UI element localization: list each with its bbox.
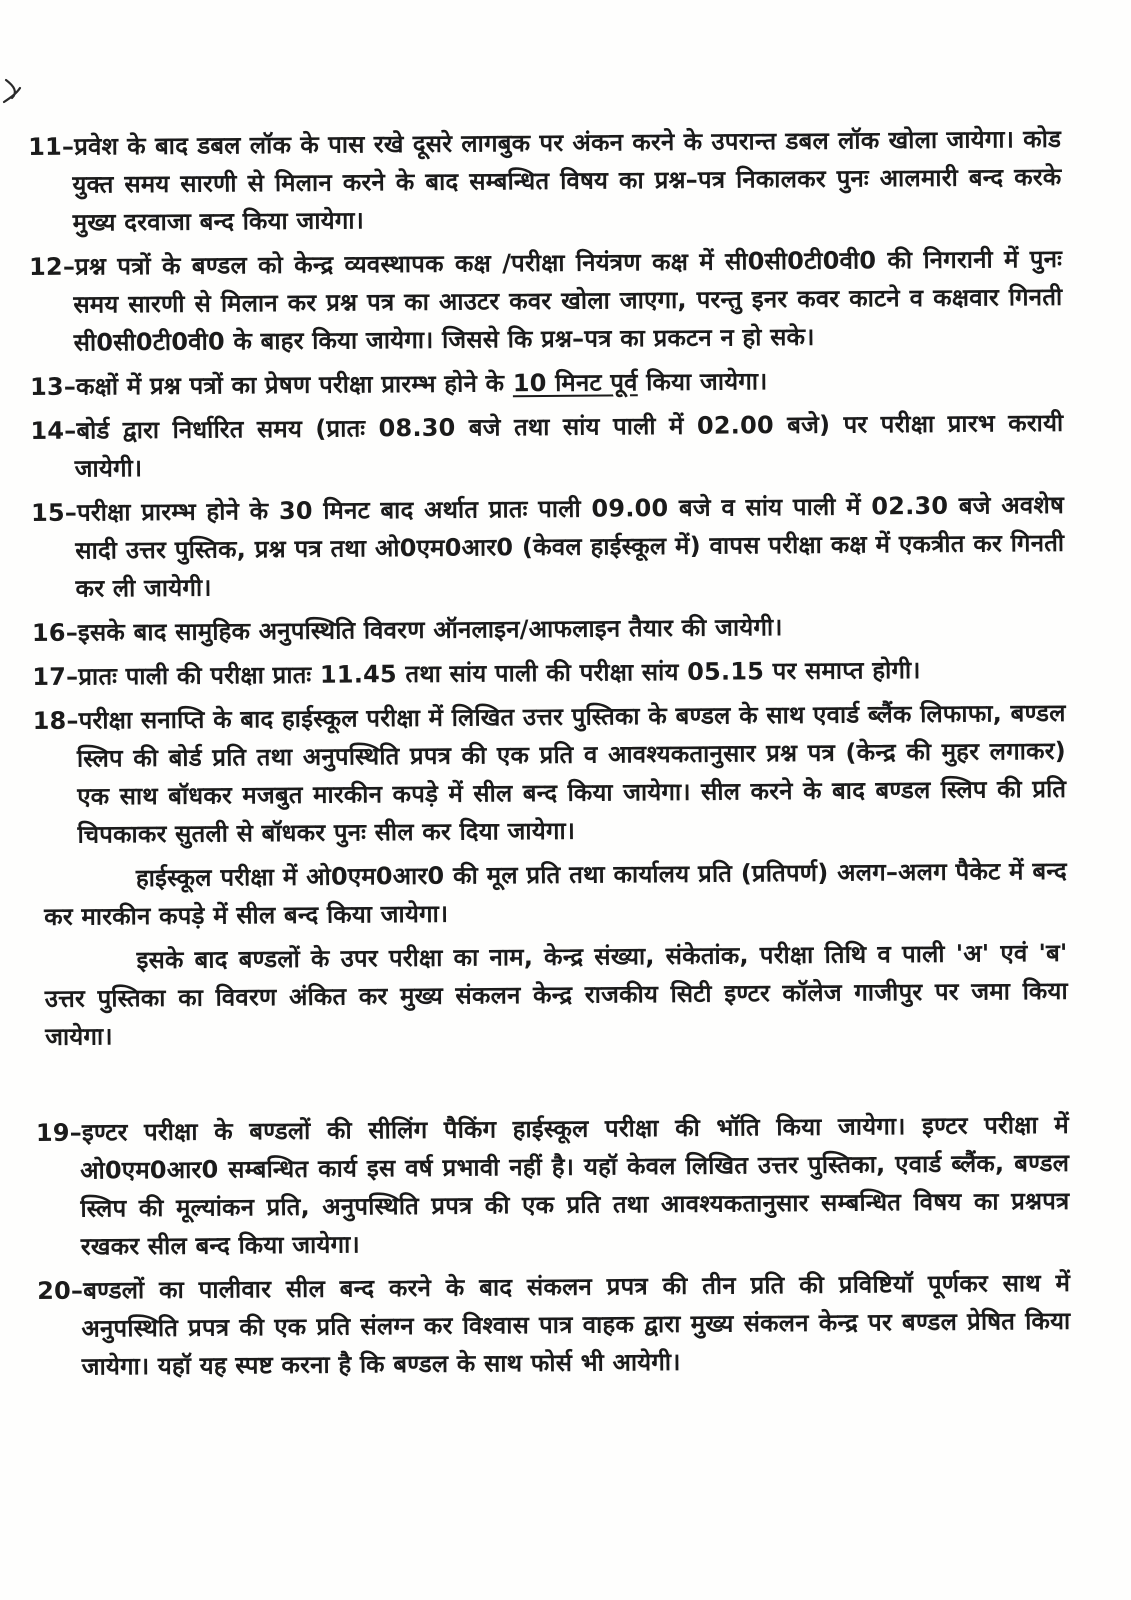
emphasized-text: (प्रातः 08.30 बजे तथा सांय पाली में 02.00 बजे) [315,410,831,443]
list-item [28,120,1062,242]
item-number: 11– [28,132,75,161]
item-number: 17– [32,662,79,691]
body-text: पर परीक्षा प्रारभ करायी जायेगी। [74,408,1064,483]
item-number: 13– [29,372,77,401]
body-text: हाईस्कूल परीक्षा में ओ0एम0आर0 की मूल प्रति तथा कार्यालय प्रति (प्रतिपर्ण) अलग–अलग पैकेट में बन्द कर मारकीन कपड़े में सील बन्द किया जायेगा। [44,856,1067,931]
body-text: प्रश्न पत्रों के बण्डल को केन्द्र व्यवस्थापक कक्ष /परीक्षा नियंत्रण कक्ष में सी0सी0टी0वी0 की निगरानी में पुनः समय सारणी से मिलान कर प्रश्न पत्र का आउटर कवर खोला जाएगा, परन्तु इनर कवर काटने व कक्षवार गिनती सी0सी0टी0वी0 के बाहर किया जायेगा। जिससे कि प्रश्न–पत्र का प्रकटन न हो सके। [73,244,1063,357]
list-item [32,606,1065,652]
emphasized-text: 10 मिनट पूर्व [512,368,638,398]
list-item [32,650,1065,696]
list-item [30,360,1063,406]
list-item [36,1106,1070,1266]
body-text: किया जायेगा। [637,367,768,397]
emphasized-text: 11.45 [319,660,397,689]
item-number: 14– [30,416,77,445]
item-number: 15– [30,498,78,527]
body-text: पर समाप्त होगी। [763,656,921,686]
pen-stroke-artifact [2,72,42,122]
list-item [34,852,1068,936]
emphasized-text: 30 [278,496,313,526]
item-number: 20– [37,1276,84,1305]
item-number: 16– [31,618,79,647]
body-text: तथा सांय पाली की परीक्षा सांय [396,657,688,689]
item-number: 19– [35,1118,83,1147]
body-text: बण्डलों का पालीवार सील बन्द करने के बाद संकलन प्रपत्र की तीन प्रति की प्रविष्टियॉ पूर्णकर साथ में अनुपस्थिति प्रपत्र की एक प्रति संलग्न कर विश्वास पात्र वाहक द्वारा मुख्य संकलन केन्द्र पर बण्डल प्रेषित किया जायेगा। यहॉ यह स्पष्ट करना है कि बण्डल के साथ फोर्स भी आयेगी। [81,1268,1071,1381]
body-text: बजे व सांय पाली में [668,492,872,522]
body-text: बोर्ड द्वारा निर्धारित समय [76,414,316,445]
body-text: प्रवेश के बाद डबल लॉक के पास रखे दूसरे लागबुक पर अंकन करने के उपरान्त डबल लॉक खोला जायेगा। कोड युक्त समय सारणी से मिलान करने के बाद सम्बन्धित विषय का प्रश्न–पत्र निकालकर पुनः आलमारी बन्द करके मुख्य दरवाजा बन्द किया जायेगा। [72,124,1062,237]
list-item [37,1264,1071,1386]
list-item [33,694,1067,854]
list-item [29,240,1063,362]
emphasized-text: 09.00 [591,493,669,523]
body-text: इसके बाद सामुहिक अनुपस्थिति विवरण ऑनलाइन/आफलाइन तैयार की जायेगी। [77,613,783,647]
body-text: इण्टर परीक्षा के बण्डलों की सीलिंग पैकिंग हाईस्कूल परीक्षा की भॉति किया जायेगा। इण्टर परीक्षा में ओ0एम0आर0 सम्बन्धित कार्य इस वर्ष प्रभावी नहीं है। यहॉ केवल लिखित उत्तर पुस्तिका, एवार्ड ब्लैंक, बण्डल स्लिप की मूल्यांकन प्रति, अनुपस्थिति प्रपत्र की एक प्रति तथा आवश्यकतानुसार सम्बन्धित विषय का प्रश्नपत्र रखकर सील बन्द किया जायेगा। [80,1110,1070,1261]
list-item [31,486,1065,608]
list-item [34,934,1068,1056]
body-text: परीक्षा सनाप्ति के बाद हाईस्कूल परीक्षा में लिखित उत्तर पुस्तिका के बण्डल के साथ एवार्ड ब्लैंक लिफाफा, बण्डल स्लिप की बोर्ड प्रति तथा अनुपस्थिति प्रपत्र की एक प्रति व आवश्यकतानुसार प्रश्न पत्र (केन्द्र की मुहर लगाकर) एक साथ बॉधकर मजबुत मारकीन कपड़े में सील बन्द किया जायेगा। सील करने के बाद बण्डल स्लिप की प्रति चिपकाकर सुतली से बॉधकर पुनः सील कर दिया जायेगा। [76,698,1067,849]
body-text: मिनट बाद अर्थात प्रातः पाली [312,494,592,525]
body-text: कक्षों में प्रश्न पत्रों का प्रेषण परीक्षा प्रारम्भ होने के [75,369,513,401]
body-text: इसके बाद बण्डलों के उपर परीक्षा का नाम, केन्द्र संख्या, संकेतांक, परीक्षा तिथि व पाली 'अ' एवं 'ब' उत्तर पुस्तिका का विवरण अंकित कर मुख्य संकलन केन्द्र राजकीय सिटी इण्टर कॉलेज गाजीपुर पर जमा किया जायेगा। [44,938,1068,1051]
list-item [30,404,1064,488]
emphasized-text: 05.15 [687,657,765,686]
item-number: 18– [32,706,79,735]
body-text: परीक्षा प्रारम्भ होने के [76,497,279,527]
body-text: प्रातः पाली की परीक्षा प्रातः [78,660,321,691]
document-body [28,120,1071,1392]
body-text: बजे अवशेष सादी उत्तर पुस्तिक, प्रश्न पत्र तथा ओ0एम0आर0 (केवल हाईस्कूल में) वापस परीक्षा कक्ष में एकत्रीत कर गिनती कर ली जायेगी। [75,490,1065,603]
item-number: 12– [28,252,76,281]
emphasized-text: 02.30 [871,491,949,521]
